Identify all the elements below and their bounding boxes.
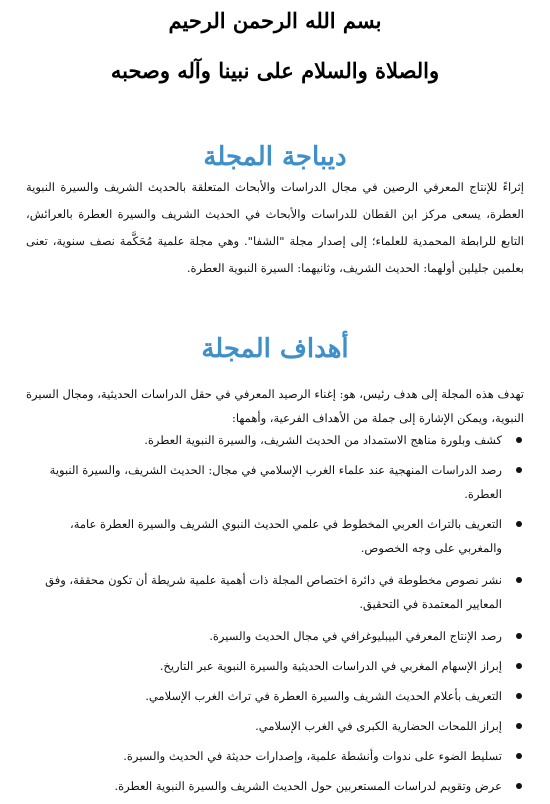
basmala-line: بسم الله الرحمن الرحيم (168, 8, 382, 33)
preamble-heading: ديباجة المجلة (203, 142, 347, 172)
goal-text: رصد الإنتاج المعرفي البيبليوغرافي في مجال الحديث والسيرة. (209, 629, 502, 643)
goal-item (24, 684, 524, 708)
goal-item (24, 714, 524, 738)
goal-text: كشف وبلورة مناهج الاستمداد من الحديث الشريف، والسيرة النبوية العطرة. (144, 433, 502, 447)
bullet-icon (516, 723, 522, 729)
goal-item (24, 624, 524, 648)
goal-item (24, 458, 524, 506)
bullet-icon (516, 577, 522, 583)
goal-item (24, 744, 524, 768)
goal-text: التعريف بالتراث العربي المخطوط في علمي الحديث النبوي الشريف والسيرة العطرة عامة، والمغربي على وجه الخصوص. (69, 517, 502, 555)
goals-heading: أهداف المجلة (201, 334, 349, 364)
bullet-icon (516, 467, 522, 473)
goal-text: التعريف بأعلام الحديث الشريف والسيرة العطرة في تراث الغرب الإسلامي. (145, 689, 502, 703)
goals-list (24, 428, 524, 804)
goals-intro-paragraph: تهدف هذه المجلة إلى هدف رئيس، هو: إغناء الرصيد المعرفي في حقل الدراسات الحديثية، ومجال السيرة النبوية، ويمكن الإشارة إلى جملة من الأهداف الفرعية، وأهمها: (26, 386, 524, 425)
goal-item (24, 774, 524, 798)
goal-item (24, 428, 524, 452)
goal-text: إبراز الإسهام المغربي في الدراسات الحديثية والسيرة النبوية عبر التاريخ. (159, 659, 502, 673)
goal-text: عرض وتقويم لدراسات المستعربين حول الحديث الشريف والسيرة النبوية العطرة. (114, 779, 502, 793)
bullet-icon (516, 521, 522, 527)
bullet-icon (516, 693, 522, 699)
bullet-icon (516, 783, 522, 789)
bullet-icon (516, 437, 522, 443)
goal-item (24, 654, 524, 678)
goal-item (24, 568, 524, 616)
goal-text: رصد الدراسات المنهجية عند علماء الغرب الإسلامي في مجال: الحديث الشريف، والسيرة النبوية العطرة. (49, 463, 502, 501)
goal-item (24, 512, 524, 560)
bullet-icon (516, 663, 522, 669)
goal-text: إبراز اللمحات الحضارية الكبرى في الغرب الإسلامي. (255, 719, 502, 733)
bullet-icon (516, 753, 522, 759)
preamble-paragraph: إثراءً للإنتاج المعرفي الرصين في مجال الدراسات والأبحاث المتعلقة بالحديث الشريف والسيرة النبوية العطرة، يسعى مركز ابن القطان للدراسات والأبحاث في الحديث الشريف والسيرة العطرة بالعرائش، التابع للرابطة المحمدية للعلماء؛ إلى إصدار مجلة "الشفا". وهي مجلة علمية مُحَكَّمة نصف سنوية، تعنى بعلمين جليلين أولهما: الحديث الشريف، وثانيهما: السيرة النبوية العطرة. (26, 179, 524, 275)
goal-text: نشر نصوص مخطوطة في دائرة اختصاص المجلة ذات أهمية علمية شريطة أن تكون محققة، وفق المعايير المعتمدة في التحقيق. (45, 573, 502, 611)
bullet-icon (516, 633, 522, 639)
salat-line: والصلاة والسلام على نبينا وآله وصحبه (110, 58, 440, 83)
goal-text: تسليط الضوء على ندوات وأنشطة علمية، وإصدارات حديثة في الحديث والسيرة. (123, 749, 502, 763)
